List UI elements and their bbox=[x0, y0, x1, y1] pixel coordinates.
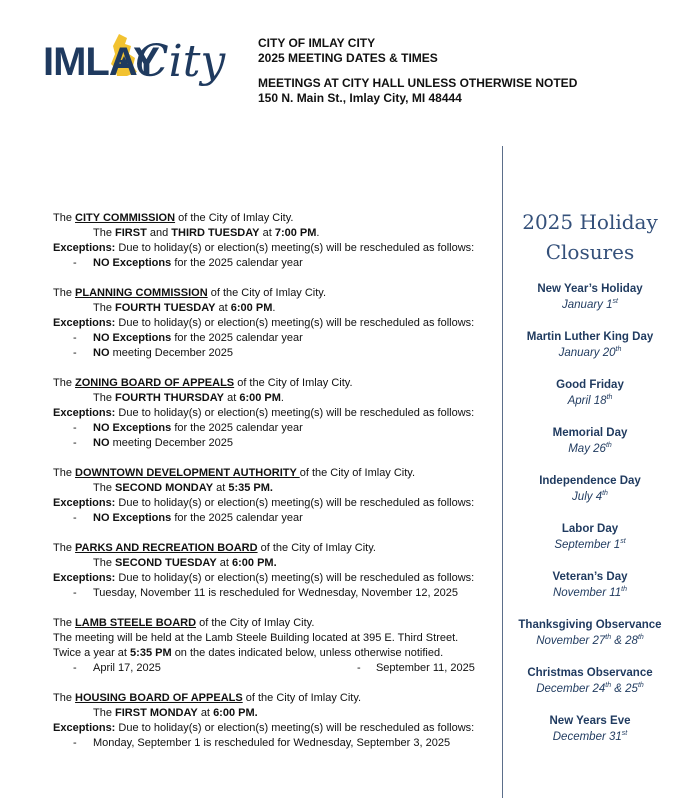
holiday-date: September 1st bbox=[554, 538, 626, 551]
holiday-item bbox=[510, 425, 670, 457]
holiday-name: Thanksgiving Observance bbox=[518, 619, 662, 631]
holiday-date: December 24th & 25th bbox=[536, 682, 644, 695]
holiday-name: New Years Eve bbox=[549, 715, 631, 727]
holiday-list bbox=[510, 281, 670, 745]
holiday-item bbox=[510, 521, 670, 553]
city-commission-section: The CITY COMMISSION of the City of Imlay City. The FIRST and THIRD TUESDAY at 7:00 PM. Exceptions: Due to holiday(s) or election(s) meeting(s) will be rescheduled as follows: - NO Exceptions for the 2025 calendar year bbox=[53, 211, 493, 271]
list-item: - NO meeting December 2025 bbox=[73, 437, 234, 449]
holiday-name: Martin Luther King Day bbox=[526, 331, 654, 343]
planning-commission-title: PLANNING COMMISSION bbox=[75, 287, 208, 299]
holiday-name: Veteran’s Day bbox=[552, 571, 628, 583]
dda-section: The DOWNTOWN DEVELOPMENT AUTHORITY of the City of Imlay City. The SECOND MONDAY at 5:35 PM. Exceptions: Due to holiday(s) or election(s) meeting(s) will be rescheduled as follows: - NO Exceptions for the 2025 calendar year bbox=[53, 466, 493, 526]
holiday-item bbox=[510, 569, 670, 601]
meeting-schedule bbox=[53, 211, 493, 766]
holiday-date: January 20th bbox=[558, 346, 622, 359]
list-item: - Monday, September 1 is rescheduled for Wednesday, September 3, 2025 bbox=[73, 737, 451, 749]
zoning-board-title: ZONING BOARD OF APPEALS bbox=[75, 377, 235, 389]
list-item: - April 17, 2025 - September 11, 2025 bbox=[73, 662, 475, 674]
header-city-name: CITY OF IMLAY CITY bbox=[258, 36, 376, 50]
parks-board-title: PARKS AND RECREATION BOARD bbox=[75, 542, 258, 554]
column-divider bbox=[502, 146, 503, 798]
list-item: - Tuesday, November 11 is rescheduled for Wednesday, November 12, 2025 bbox=[73, 587, 459, 599]
list-item: - NO Exceptions for the 2025 calendar year bbox=[73, 422, 303, 434]
holiday-name: Independence Day bbox=[539, 475, 641, 487]
logo-imlay-text: IMLAY bbox=[43, 40, 159, 84]
housing-board-title: HOUSING BOARD OF APPEALS bbox=[75, 692, 243, 704]
holiday-date: May 26th bbox=[568, 442, 612, 455]
holiday-name: Memorial Day bbox=[552, 427, 628, 439]
logo-city-script: City bbox=[135, 36, 226, 87]
holiday-item bbox=[510, 713, 670, 745]
holiday-date: April 18th bbox=[567, 394, 613, 407]
holiday-date: July 4th bbox=[572, 490, 608, 503]
holiday-name: Labor Day bbox=[561, 523, 619, 535]
housing-board-section: The HOUSING BOARD OF APPEALS of the City of Imlay City. The FIRST MONDAY at 6:00 PM. Exceptions: Due to holiday(s) or election(s) meeting(s) will be rescheduled as follows: - Monday, September 1 is rescheduled for Wednesday, September 3, 2025 bbox=[53, 691, 493, 751]
document-header bbox=[258, 36, 577, 106]
holiday-item bbox=[510, 281, 670, 313]
header-location-note: MEETINGS AT CITY HALL UNLESS OTHERWISE NOTED bbox=[258, 76, 578, 90]
holiday-item bbox=[510, 473, 670, 505]
imlay-city-logo bbox=[43, 30, 226, 120]
holiday-item bbox=[510, 377, 670, 409]
planning-commission-section: The PLANNING COMMISSION of the City of Imlay City. The FOURTH TUESDAY at 6:00 PM. Exceptions: Due to holiday(s) or election(s) meeting(s) will be rescheduled as follows: - NO Exceptions for the 2025 calendar year - NO meeting December 2025 bbox=[53, 286, 493, 361]
dda-title: DOWNTOWN DEVELOPMENT AUTHORITY bbox=[75, 467, 300, 479]
holiday-closures bbox=[510, 207, 670, 761]
holiday-date: January 1st bbox=[562, 298, 618, 311]
holiday-date: November 11th bbox=[552, 586, 628, 599]
holiday-item bbox=[510, 665, 670, 697]
holiday-item bbox=[510, 329, 670, 361]
holiday-name: Good Friday bbox=[556, 379, 624, 391]
list-item: - NO Exceptions for the 2025 calendar year bbox=[73, 332, 303, 344]
list-item: - NO Exceptions for the 2025 calendar year bbox=[73, 512, 303, 524]
city-commission-title: CITY COMMISSION bbox=[75, 212, 176, 224]
lamb-steele-title: LAMB STEELE BOARD bbox=[75, 617, 197, 629]
list-item: - NO Exceptions for the 2025 calendar year bbox=[73, 257, 303, 269]
zoning-board-section: The ZONING BOARD OF APPEALS of the City of Imlay City. The FOURTH THURSDAY at 6:00 PM. Exceptions: Due to holiday(s) or election(s) meeting(s) will be rescheduled as follows: - NO Exceptions for the 2025 calendar year - NO meeting December 2025 bbox=[53, 376, 493, 451]
parks-board-section: The PARKS AND RECREATION BOARD of the City of Imlay City. The SECOND TUESDAY at 6:00 PM. Exceptions: Due to holiday(s) or election(s) meeting(s) will be rescheduled as follows: - Tuesday, November 11 is rescheduled for Wednesday, November 12, 2025 bbox=[53, 541, 493, 601]
holiday-name: Christmas Observance bbox=[527, 667, 653, 679]
list-item: - NO meeting December 2025 bbox=[73, 347, 234, 359]
holiday-closures-title: 2025 Holiday Closures bbox=[522, 210, 658, 264]
holiday-date: November 27th & 28th bbox=[536, 634, 644, 647]
lamb-steele-section: The LAMB STEELE BOARD of the City of Imlay City. The meeting will be held at the Lamb Steele Building located at 395 E. Third Street. Twice a year at 5:35 PM on the dates indicated below, unless otherwise notified. - April 17, 2025 - September 11, 2025 bbox=[53, 616, 493, 676]
holiday-item bbox=[510, 617, 670, 649]
header-meeting-dates: 2025 MEETING DATES & TIMES bbox=[258, 51, 438, 65]
holiday-name: New Year’s Holiday bbox=[537, 283, 643, 295]
header-address: 150 N. Main St., Imlay City, MI 48444 bbox=[258, 91, 462, 105]
holiday-date: December 31st bbox=[552, 730, 628, 743]
